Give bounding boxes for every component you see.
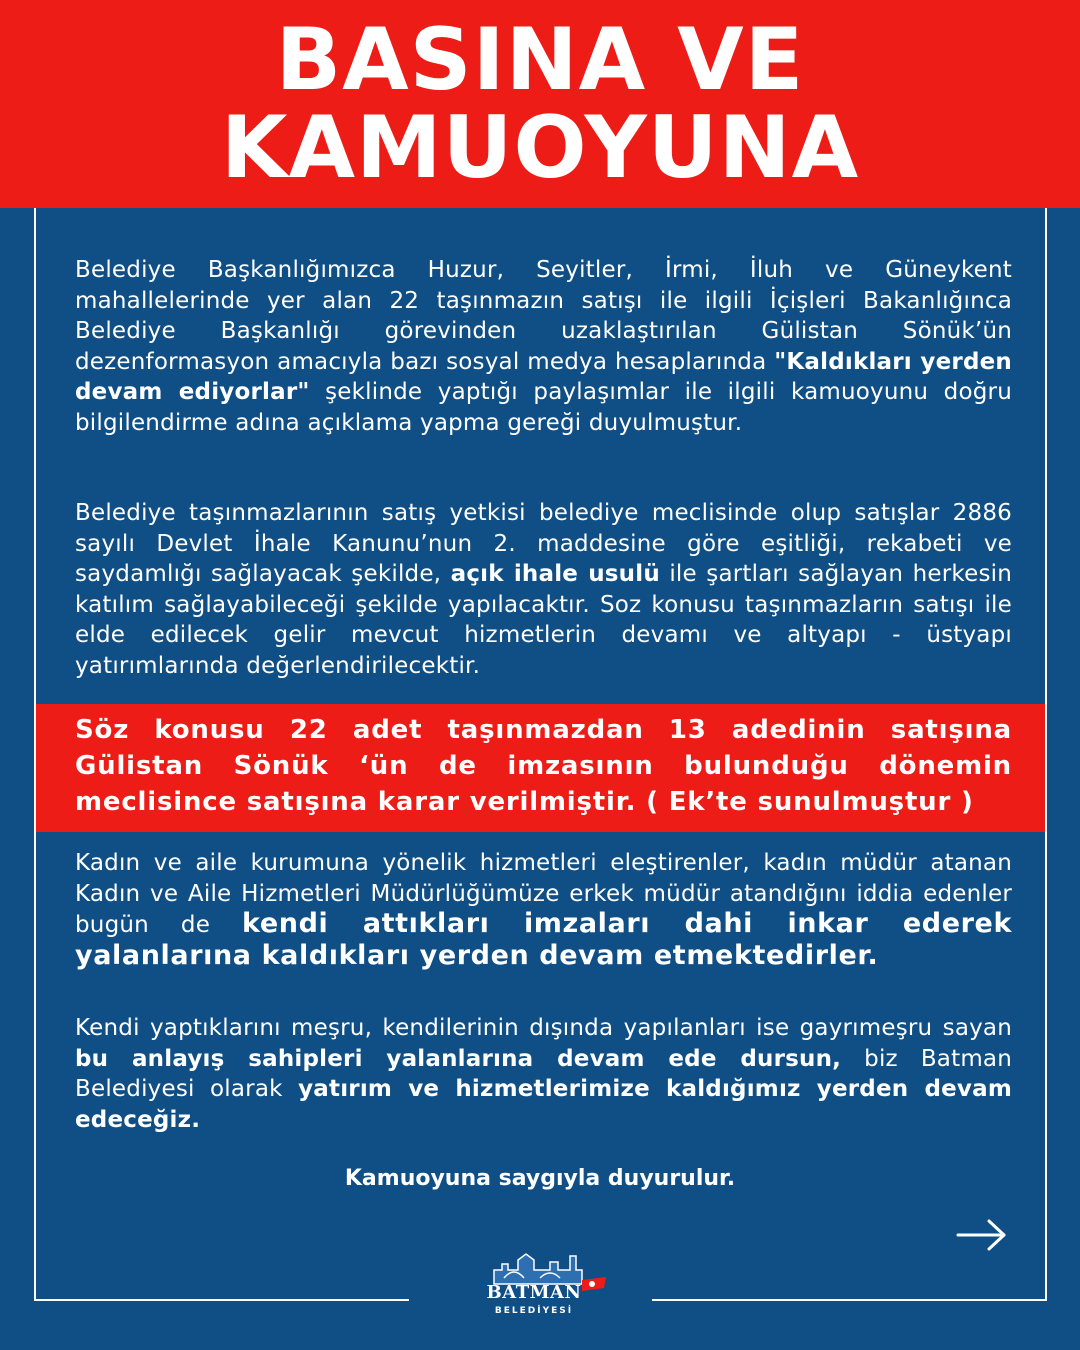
paragraph-intro-end: şeklinde yaptığı paylaşımlar ile ilgili kamuoyunu doğru bilgilendirme adına açıklama yapma gereği duyulmuştur. <box>75 379 1012 436</box>
paragraph-intro <box>75 255 1012 439</box>
frame-bottom-right-border <box>652 1299 1047 1301</box>
header-banner <box>0 0 1080 208</box>
headline-line-1: BASINA VE <box>275 10 805 110</box>
frame-right-border <box>1045 208 1047 1301</box>
quote-highlight: "Kaldıkları yerden devam ediyorlar" <box>75 348 1012 406</box>
closing-statement: Kamuoyuna saygıyla duyurulur. <box>344 1166 736 1191</box>
logo-name: BATMAN <box>486 1282 582 1303</box>
frame-bottom-left-border <box>34 1299 409 1301</box>
paragraph-continue-text-2: biz Batman Belediyesi olarak <box>75 1045 1012 1103</box>
logo-subtitle: BELEDİYESİ <box>494 1306 574 1316</box>
paragraph-continue <box>75 1013 1012 1135</box>
highlight-band-text: Söz konusu 22 adet taşınmazdan 13 adedinin satışına Gülistan Sönük ‘ün de imzasının bulunduğu dönemin meclisince satışına karar verilmiştir. ( Ek’te sunulmuştur ) <box>75 715 1012 817</box>
next-arrow-icon[interactable] <box>956 1218 1008 1252</box>
paragraph-sales-authority <box>75 498 1012 682</box>
denial-highlight: kendi attıkları imzaları dahi inkar ederek yalanlarına kaldıkları yerden devam etmektedirler. <box>75 908 1012 971</box>
paragraph-sales-end: ile şartları sağlayan herkesin katılım sağlayabileceği şekilde yapılacaktır. Soz konusu taşınmazların satışı ile elde edilecek gelir mevcut hizmetlerin devamı ve altyapı - üstyapı yatırımlarında değerlendirilecektir. <box>75 561 1012 679</box>
headline-line-2: KAMUOYUNA <box>220 98 860 198</box>
open-tender-highlight: açık ihale usulü <box>450 561 660 588</box>
paragraph-women-services <box>75 848 1012 972</box>
paragraph-intro-text: Belediye Başkanlığımızca Huzur, Seyitler, İrmi, İluh ve Güneykent mahallelerinde yer alan 22 taşınmazın satışı ile ilgili İçişleri Bakanlığınca Belediye Başkanlığı görevinden uzaklaştırılan Gülistan Sönük’ün dezenformasyon amacıyla bazı sosyal medya hesaplarında <box>75 257 1012 375</box>
investments-highlight: yatırım ve hizmetlerimize kaldığımız yerden devam edeceğiz. <box>75 1076 1012 1133</box>
paragraph-sales-text: Belediye taşınmazlarının satış yetkisi belediye meclisinde olup satışlar 2886 sayılı Devlet İhale Kanunu’nun 2. maddesine göre eşitliği, rekabeti ve saydamlığı sağlayacak şekilde, <box>75 500 1012 588</box>
paragraph-women-text: Kadın ve aile kurumuna yönelik hizmetleri eleştirenler, kadın müdür atanan Kadın ve Aile Hizmetleri Müdürlüğümüze erkek müdür atandığını iddia edenler bugün de <box>75 850 1012 939</box>
lies-highlight: bu anlayış sahipleri yalanlarına devam ede dursun, <box>75 1045 842 1072</box>
paragraph-continue-text-1: Kendi yaptıklarını meşru, kendilerinin dışında yapılanları ise gayrımeşru sayan <box>75 1015 1012 1041</box>
